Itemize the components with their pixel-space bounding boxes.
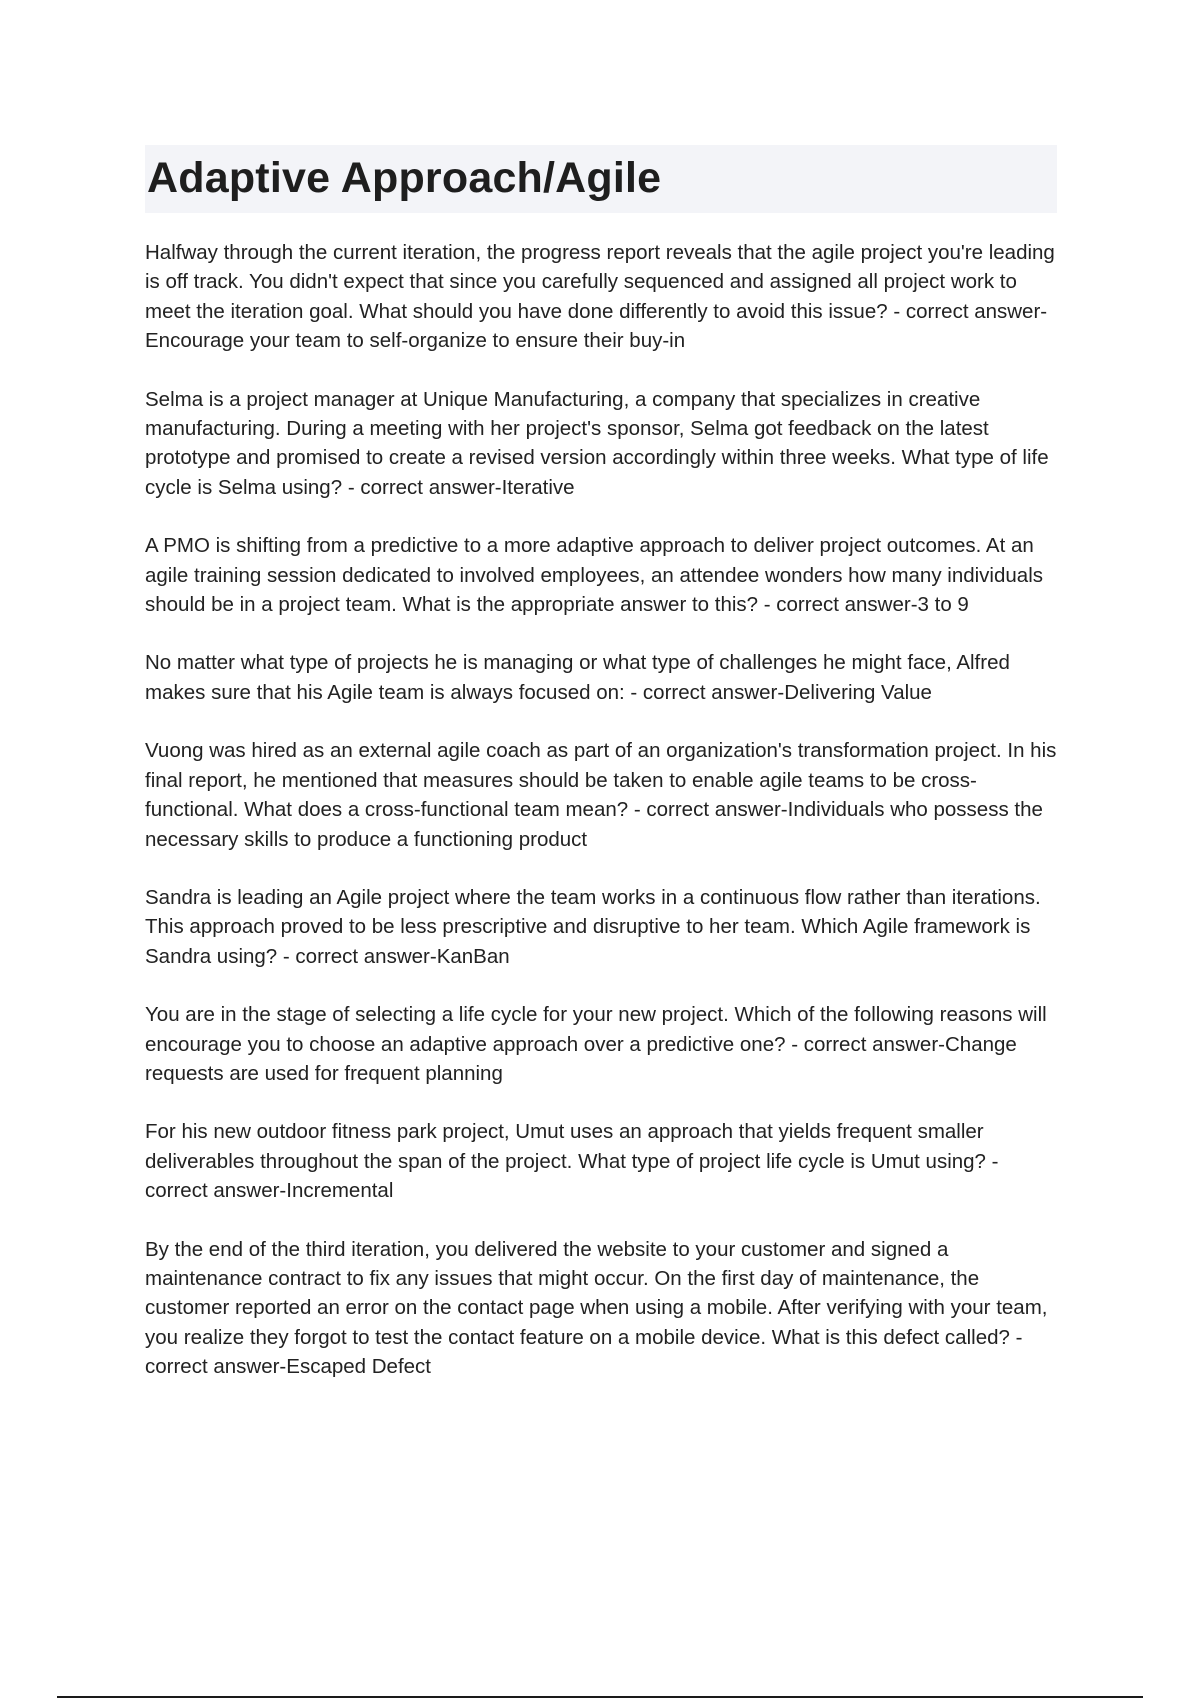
answer-text: Incremental bbox=[286, 1179, 394, 1203]
answer-text: Encourage your team to self-organize to ensure their buy-in bbox=[145, 329, 686, 353]
qa-entry bbox=[145, 648, 1065, 707]
qa-entry bbox=[145, 1117, 1065, 1205]
answer-separator: - correct answer- bbox=[758, 593, 918, 617]
answer-separator: - correct answer- bbox=[145, 1325, 1023, 1379]
question-text: You are in the stage of selecting a life cycle for your new project. Which of the following reasons will encourage you to choose an adaptive approach over a predictive one? bbox=[145, 1003, 1047, 1056]
answer-separator: - correct answer- bbox=[342, 475, 502, 499]
page-title: Adaptive Approach/Agile bbox=[147, 154, 662, 202]
qa-entry bbox=[145, 238, 1065, 356]
answer-separator: - correct answer- bbox=[145, 1149, 999, 1203]
question-text: Vuong was hired as an external agile coach as part of an organization's transformation project. In his final report, he mentioned that measures should be taken to enable agile teams to be cross-functional. What does a cross-functional team mean? bbox=[145, 739, 1057, 822]
qa-entry bbox=[145, 1235, 1065, 1382]
qa-entry bbox=[145, 736, 1065, 854]
answer-separator: - correct answer- bbox=[887, 299, 1048, 323]
question-text: By the end of the third iteration, you delivered the website to your customer and signed a maintenance contract to fix any issues that might occur. On the first day of maintenance, the customer reported an error on the contact page when using a mobile. After verifying with your team, you realize they forgot to test the contact feature on a mobile device. What is this defect called? bbox=[145, 1237, 1048, 1349]
question-text: Sandra is leading an Agile project where the team works in a continuous flow rather than iterations. This approach proved to be less prescriptive and disruptive to her team. Which Agile framework is Sandra using? bbox=[145, 885, 1041, 968]
qa-entry bbox=[145, 385, 1065, 503]
answer-text: 3 to 9 bbox=[917, 593, 969, 617]
qa-list bbox=[145, 238, 1065, 1411]
qa-entry bbox=[145, 883, 1065, 971]
answer-text: KanBan bbox=[436, 944, 510, 968]
page-bottom-rule bbox=[57, 1696, 1143, 1698]
answer-text: Change requests are used for frequent planning bbox=[145, 1032, 1017, 1085]
title-banner bbox=[145, 145, 1057, 213]
answer-separator: - correct answer- bbox=[624, 680, 785, 704]
question-text: Halfway through the current iteration, the progress report reveals that the agile project you're leading is off track. You didn't expect that since you carefully sequenced and assigned all project work to meet the iteration goal. What should you have done differently to avoid this issue? bbox=[145, 241, 1055, 323]
question-text: Selma is a project manager at Unique Manufacturing, a company that specializes in creative manufacturing. During a meeting with her project's sponsor, Selma got feedback on the latest prototype and promised to create a revised version accordingly within three weeks. What type of life cycle is Selma using? bbox=[145, 387, 1049, 499]
answer-text: Iterative bbox=[501, 475, 575, 499]
answer-text: Escaped Defect bbox=[286, 1355, 431, 1379]
answer-separator: - correct answer- bbox=[785, 1032, 945, 1056]
question-text: No matter what type of projects he is managing or what type of challenges he might face, Alfred makes sure that his Agile team is always focused on: bbox=[145, 651, 1010, 704]
qa-entry bbox=[145, 531, 1065, 619]
question-text: A PMO is shifting from a predictive to a more adaptive approach to deliver project outcomes. At an agile training session dedicated to involved employees, an attendee wonders how many individuals should be in a project team. What is the appropriate answer to this? bbox=[145, 534, 1043, 617]
answer-separator: - correct answer- bbox=[628, 798, 788, 822]
answer-text: Delivering Value bbox=[784, 680, 932, 704]
qa-entry bbox=[145, 1000, 1065, 1088]
answer-text: Individuals who possess the necessary skills to produce a functioning product bbox=[145, 798, 1043, 851]
answer-separator: - correct answer- bbox=[277, 944, 437, 968]
question-text: For his new outdoor fitness park project, Umut uses an approach that yields frequent smaller deliverables throughout the span of the project. What type of project life cycle is Umut using? bbox=[145, 1120, 986, 1173]
